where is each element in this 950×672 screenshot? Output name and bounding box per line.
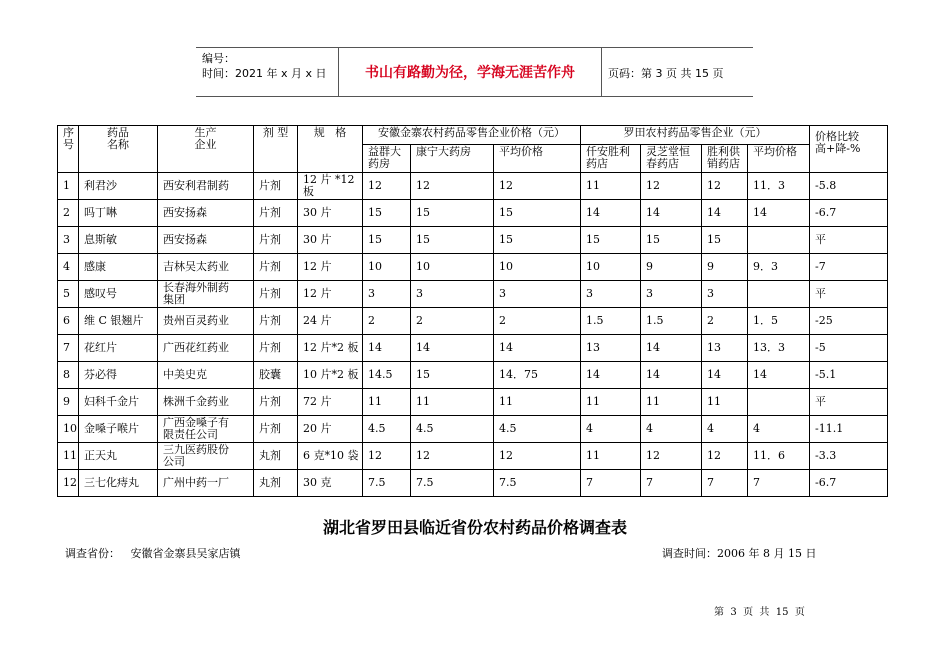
table-row bbox=[58, 443, 888, 470]
header-meta bbox=[202, 51, 327, 81]
price-difference: -6.7 bbox=[810, 200, 888, 227]
anhui-average-price: 14 bbox=[494, 335, 581, 362]
row-number: 11 bbox=[58, 443, 79, 470]
specification: 12 片 bbox=[298, 254, 363, 281]
price-difference: -5 bbox=[810, 335, 888, 362]
specification: 72 片 bbox=[298, 389, 363, 416]
header-page-label: 页码：第 3 页 共 15 页 bbox=[608, 67, 724, 80]
table-row bbox=[58, 308, 888, 335]
dosage-form: 片剂 bbox=[254, 308, 298, 335]
luotian-store-1-price: 14 bbox=[581, 362, 641, 389]
manufacturer: 中美史克 bbox=[158, 362, 254, 389]
anhui-store-1-price: 12 bbox=[363, 173, 411, 200]
luotian-store-1-price: 11 bbox=[581, 389, 641, 416]
luotian-store-2-price: 15 bbox=[641, 227, 702, 254]
anhui-store-2-price: 15 bbox=[411, 200, 494, 227]
header-form: 剂 型 bbox=[254, 126, 298, 173]
luotian-store-1-price: 4 bbox=[581, 416, 641, 443]
luotian-store-3-price: 12 bbox=[702, 443, 748, 470]
anhui-store-2-price: 12 bbox=[411, 173, 494, 200]
price-difference: -3.3 bbox=[810, 443, 888, 470]
row-number: 2 bbox=[58, 200, 79, 227]
anhui-average-price: 4.5 bbox=[494, 416, 581, 443]
luotian-average-price: 7 bbox=[748, 470, 810, 497]
manufacturer: 广州中药一厂 bbox=[158, 470, 254, 497]
price-difference: 平 bbox=[810, 227, 888, 254]
row-number: 7 bbox=[58, 335, 79, 362]
anhui-average-price: 12 bbox=[494, 173, 581, 200]
header-price-ratio: 价格比较 高+降-% bbox=[810, 126, 888, 173]
header-seq: 序 号 bbox=[58, 126, 79, 173]
header-motto: 书山有路勤为径，学海无涯苦作舟 bbox=[365, 65, 575, 81]
anhui-store-1-price: 14 bbox=[363, 335, 411, 362]
page-footer: 第 3 页 共 15 页 bbox=[714, 607, 805, 618]
anhui-store-2-price: 15 bbox=[411, 362, 494, 389]
table-row bbox=[58, 254, 888, 281]
luotian-store-1-price: 11 bbox=[581, 173, 641, 200]
anhui-store-1-price: 10 bbox=[363, 254, 411, 281]
luotian-average-price: 9．3 bbox=[748, 254, 810, 281]
drug-name: 感康 bbox=[79, 254, 158, 281]
anhui-average-price: 11 bbox=[494, 389, 581, 416]
header-anhui-store-2: 康宁大药房 bbox=[411, 145, 494, 173]
table-row bbox=[58, 389, 888, 416]
luotian-store-1-price: 7 bbox=[581, 470, 641, 497]
dosage-form: 片剂 bbox=[254, 416, 298, 443]
anhui-store-1-price: 15 bbox=[363, 200, 411, 227]
dosage-form: 片剂 bbox=[254, 227, 298, 254]
anhui-store-2-price: 3 bbox=[411, 281, 494, 308]
specification: 30 片 bbox=[298, 200, 363, 227]
luotian-store-2-price: 4 bbox=[641, 416, 702, 443]
price-difference: -11.1 bbox=[810, 416, 888, 443]
luotian-store-3-price: 14 bbox=[702, 362, 748, 389]
anhui-store-2-price: 4.5 bbox=[411, 416, 494, 443]
luotian-store-1-price: 11 bbox=[581, 443, 641, 470]
luotian-store-1-price: 13 bbox=[581, 335, 641, 362]
luotian-store-3-price: 3 bbox=[702, 281, 748, 308]
manufacturer: 贵州百灵药业 bbox=[158, 308, 254, 335]
document-title: 湖北省罗田县临近省份农村药品价格调查表 bbox=[322, 518, 627, 537]
anhui-store-1-price: 11 bbox=[363, 389, 411, 416]
luotian-store-1-price: 1.5 bbox=[581, 308, 641, 335]
luotian-average-price: 11．3 bbox=[748, 173, 810, 200]
table-row bbox=[58, 227, 888, 254]
luotian-store-2-price: 14 bbox=[641, 362, 702, 389]
price-table-body bbox=[58, 173, 888, 497]
price-difference: 平 bbox=[810, 389, 888, 416]
luotian-average-price bbox=[748, 389, 810, 416]
luotian-store-2-price: 12 bbox=[641, 443, 702, 470]
luotian-store-2-price: 14 bbox=[641, 200, 702, 227]
price-difference: -5.1 bbox=[810, 362, 888, 389]
dosage-form: 丸剂 bbox=[254, 470, 298, 497]
anhui-store-2-price: 11 bbox=[411, 389, 494, 416]
anhui-average-price: 3 bbox=[494, 281, 581, 308]
anhui-average-price: 10 bbox=[494, 254, 581, 281]
luotian-store-1-price: 14 bbox=[581, 200, 641, 227]
price-difference: 平 bbox=[810, 281, 888, 308]
manufacturer: 株洲千金药业 bbox=[158, 389, 254, 416]
luotian-average-price: 14 bbox=[748, 200, 810, 227]
drug-name: 吗丁啉 bbox=[79, 200, 158, 227]
manufacturer: 西安利君制药 bbox=[158, 173, 254, 200]
luotian-store-3-price: 7 bbox=[702, 470, 748, 497]
manufacturer: 三九医药股份 公司 bbox=[158, 443, 254, 470]
price-difference: -5.8 bbox=[810, 173, 888, 200]
luotian-store-2-price: 9 bbox=[641, 254, 702, 281]
luotian-store-3-price: 4 bbox=[702, 416, 748, 443]
luotian-average-price: 11．6 bbox=[748, 443, 810, 470]
luotian-store-1-price: 15 bbox=[581, 227, 641, 254]
header-drug-name: 药品 名称 bbox=[79, 126, 158, 173]
price-difference: -7 bbox=[810, 254, 888, 281]
specification: 20 片 bbox=[298, 416, 363, 443]
drug-name: 金嗓子喉片 bbox=[79, 416, 158, 443]
specification: 10 片*2 板 bbox=[298, 362, 363, 389]
row-number: 5 bbox=[58, 281, 79, 308]
luotian-store-2-price: 11 bbox=[641, 389, 702, 416]
row-number: 3 bbox=[58, 227, 79, 254]
survey-province: 调查省份： 安徽省金寨县吴家店镇 bbox=[65, 547, 241, 560]
manufacturer: 西安扬森 bbox=[158, 227, 254, 254]
luotian-store-3-price: 2 bbox=[702, 308, 748, 335]
row-number: 10 bbox=[58, 416, 79, 443]
anhui-average-price: 15 bbox=[494, 227, 581, 254]
luotian-store-3-price: 9 bbox=[702, 254, 748, 281]
table-row bbox=[58, 416, 888, 443]
row-number: 8 bbox=[58, 362, 79, 389]
table-row bbox=[58, 281, 888, 308]
drug-name: 息斯敏 bbox=[79, 227, 158, 254]
specification: 24 片 bbox=[298, 308, 363, 335]
header-luotian-store-2: 灵芝堂恒 春药店 bbox=[641, 145, 702, 173]
luotian-average-price bbox=[748, 227, 810, 254]
dosage-form: 片剂 bbox=[254, 200, 298, 227]
drug-name: 感叹号 bbox=[79, 281, 158, 308]
anhui-average-price: 2 bbox=[494, 308, 581, 335]
specification: 30 片 bbox=[298, 227, 363, 254]
dosage-form: 片剂 bbox=[254, 335, 298, 362]
header-luotian-store-3: 胜利供 销药店 bbox=[702, 145, 748, 173]
luotian-store-2-price: 1.5 bbox=[641, 308, 702, 335]
luotian-store-3-price: 13 bbox=[702, 335, 748, 362]
luotian-store-3-price: 14 bbox=[702, 200, 748, 227]
luotian-store-1-price: 3 bbox=[581, 281, 641, 308]
header-spec: 规 格 bbox=[298, 126, 363, 173]
anhui-store-1-price: 15 bbox=[363, 227, 411, 254]
drug-name: 三七化痔丸 bbox=[79, 470, 158, 497]
table-row bbox=[58, 173, 888, 200]
anhui-store-1-price: 4.5 bbox=[363, 416, 411, 443]
luotian-average-price: 14 bbox=[748, 362, 810, 389]
row-number: 12 bbox=[58, 470, 79, 497]
row-number: 4 bbox=[58, 254, 79, 281]
anhui-average-price: 7.5 bbox=[494, 470, 581, 497]
drug-name: 利君沙 bbox=[79, 173, 158, 200]
anhui-store-2-price: 12 bbox=[411, 443, 494, 470]
time-label: 时间：2021 年 x 月 x 日 bbox=[202, 67, 327, 80]
table-row bbox=[58, 470, 888, 497]
anhui-store-2-price: 2 bbox=[411, 308, 494, 335]
luotian-store-3-price: 15 bbox=[702, 227, 748, 254]
anhui-average-price: 14．75 bbox=[494, 362, 581, 389]
manufacturer: 西安扬森 bbox=[158, 200, 254, 227]
anhui-store-1-price: 7.5 bbox=[363, 470, 411, 497]
header-luotian-group: 罗田农村药品零售企业（元） bbox=[581, 126, 810, 145]
anhui-store-2-price: 15 bbox=[411, 227, 494, 254]
luotian-store-2-price: 7 bbox=[641, 470, 702, 497]
document-header bbox=[196, 47, 753, 97]
number-label: 编号： bbox=[202, 52, 235, 65]
drug-name: 妇科千金片 bbox=[79, 389, 158, 416]
price-difference: -6.7 bbox=[810, 470, 888, 497]
header-anhui-store-1: 益群大 药房 bbox=[363, 145, 411, 173]
specification: 12 片*2 板 bbox=[298, 335, 363, 362]
anhui-average-price: 12 bbox=[494, 443, 581, 470]
manufacturer: 广西金嗓子有 限责任公司 bbox=[158, 416, 254, 443]
header-anhui-group: 安徽金寨农村药品零售企业价格（元） bbox=[363, 126, 581, 145]
drug-name: 维 C 银翘片 bbox=[79, 308, 158, 335]
manufacturer: 广西花红药业 bbox=[158, 335, 254, 362]
table-row bbox=[58, 200, 888, 227]
dosage-form: 片剂 bbox=[254, 254, 298, 281]
dosage-form: 胶囊 bbox=[254, 362, 298, 389]
luotian-store-2-price: 3 bbox=[641, 281, 702, 308]
manufacturer: 长春海外制药 集团 bbox=[158, 281, 254, 308]
drug-name: 花红片 bbox=[79, 335, 158, 362]
luotian-store-1-price: 10 bbox=[581, 254, 641, 281]
anhui-store-2-price: 7.5 bbox=[411, 470, 494, 497]
price-table bbox=[57, 125, 888, 497]
luotian-store-3-price: 11 bbox=[702, 389, 748, 416]
luotian-average-price: 13．3 bbox=[748, 335, 810, 362]
survey-time: 调查时间：2006 年 8 月 15 日 bbox=[662, 547, 817, 560]
row-number: 1 bbox=[58, 173, 79, 200]
drug-name: 正天丸 bbox=[79, 443, 158, 470]
header-luotian-store-1: 仟安胜利 药店 bbox=[581, 145, 641, 173]
luotian-store-2-price: 14 bbox=[641, 335, 702, 362]
table-row bbox=[58, 335, 888, 362]
luotian-average-price: 1．5 bbox=[748, 308, 810, 335]
luotian-store-3-price: 12 bbox=[702, 173, 748, 200]
dosage-form: 片剂 bbox=[254, 173, 298, 200]
dosage-form: 片剂 bbox=[254, 281, 298, 308]
dosage-form: 片剂 bbox=[254, 389, 298, 416]
dosage-form: 丸剂 bbox=[254, 443, 298, 470]
row-number: 9 bbox=[58, 389, 79, 416]
anhui-store-1-price: 12 bbox=[363, 443, 411, 470]
luotian-average-price bbox=[748, 281, 810, 308]
header-divider bbox=[601, 48, 602, 96]
anhui-average-price: 15 bbox=[494, 200, 581, 227]
specification: 12 片 *12 板 bbox=[298, 173, 363, 200]
manufacturer: 吉林吴太药业 bbox=[158, 254, 254, 281]
header-luotian-average: 平均价格 bbox=[748, 145, 810, 173]
luotian-average-price: 4 bbox=[748, 416, 810, 443]
drug-name: 芬必得 bbox=[79, 362, 158, 389]
row-number: 6 bbox=[58, 308, 79, 335]
anhui-store-2-price: 10 bbox=[411, 254, 494, 281]
luotian-store-2-price: 12 bbox=[641, 173, 702, 200]
header-manufacturer: 生产 企业 bbox=[158, 126, 254, 173]
price-difference: -25 bbox=[810, 308, 888, 335]
table-row bbox=[58, 362, 888, 389]
specification: 6 克*10 袋 bbox=[298, 443, 363, 470]
anhui-store-1-price: 2 bbox=[363, 308, 411, 335]
specification: 30 克 bbox=[298, 470, 363, 497]
anhui-store-1-price: 3 bbox=[363, 281, 411, 308]
specification: 12 片 bbox=[298, 281, 363, 308]
header-anhui-average: 平均价格 bbox=[494, 145, 581, 173]
anhui-store-1-price: 14.5 bbox=[363, 362, 411, 389]
anhui-store-2-price: 14 bbox=[411, 335, 494, 362]
